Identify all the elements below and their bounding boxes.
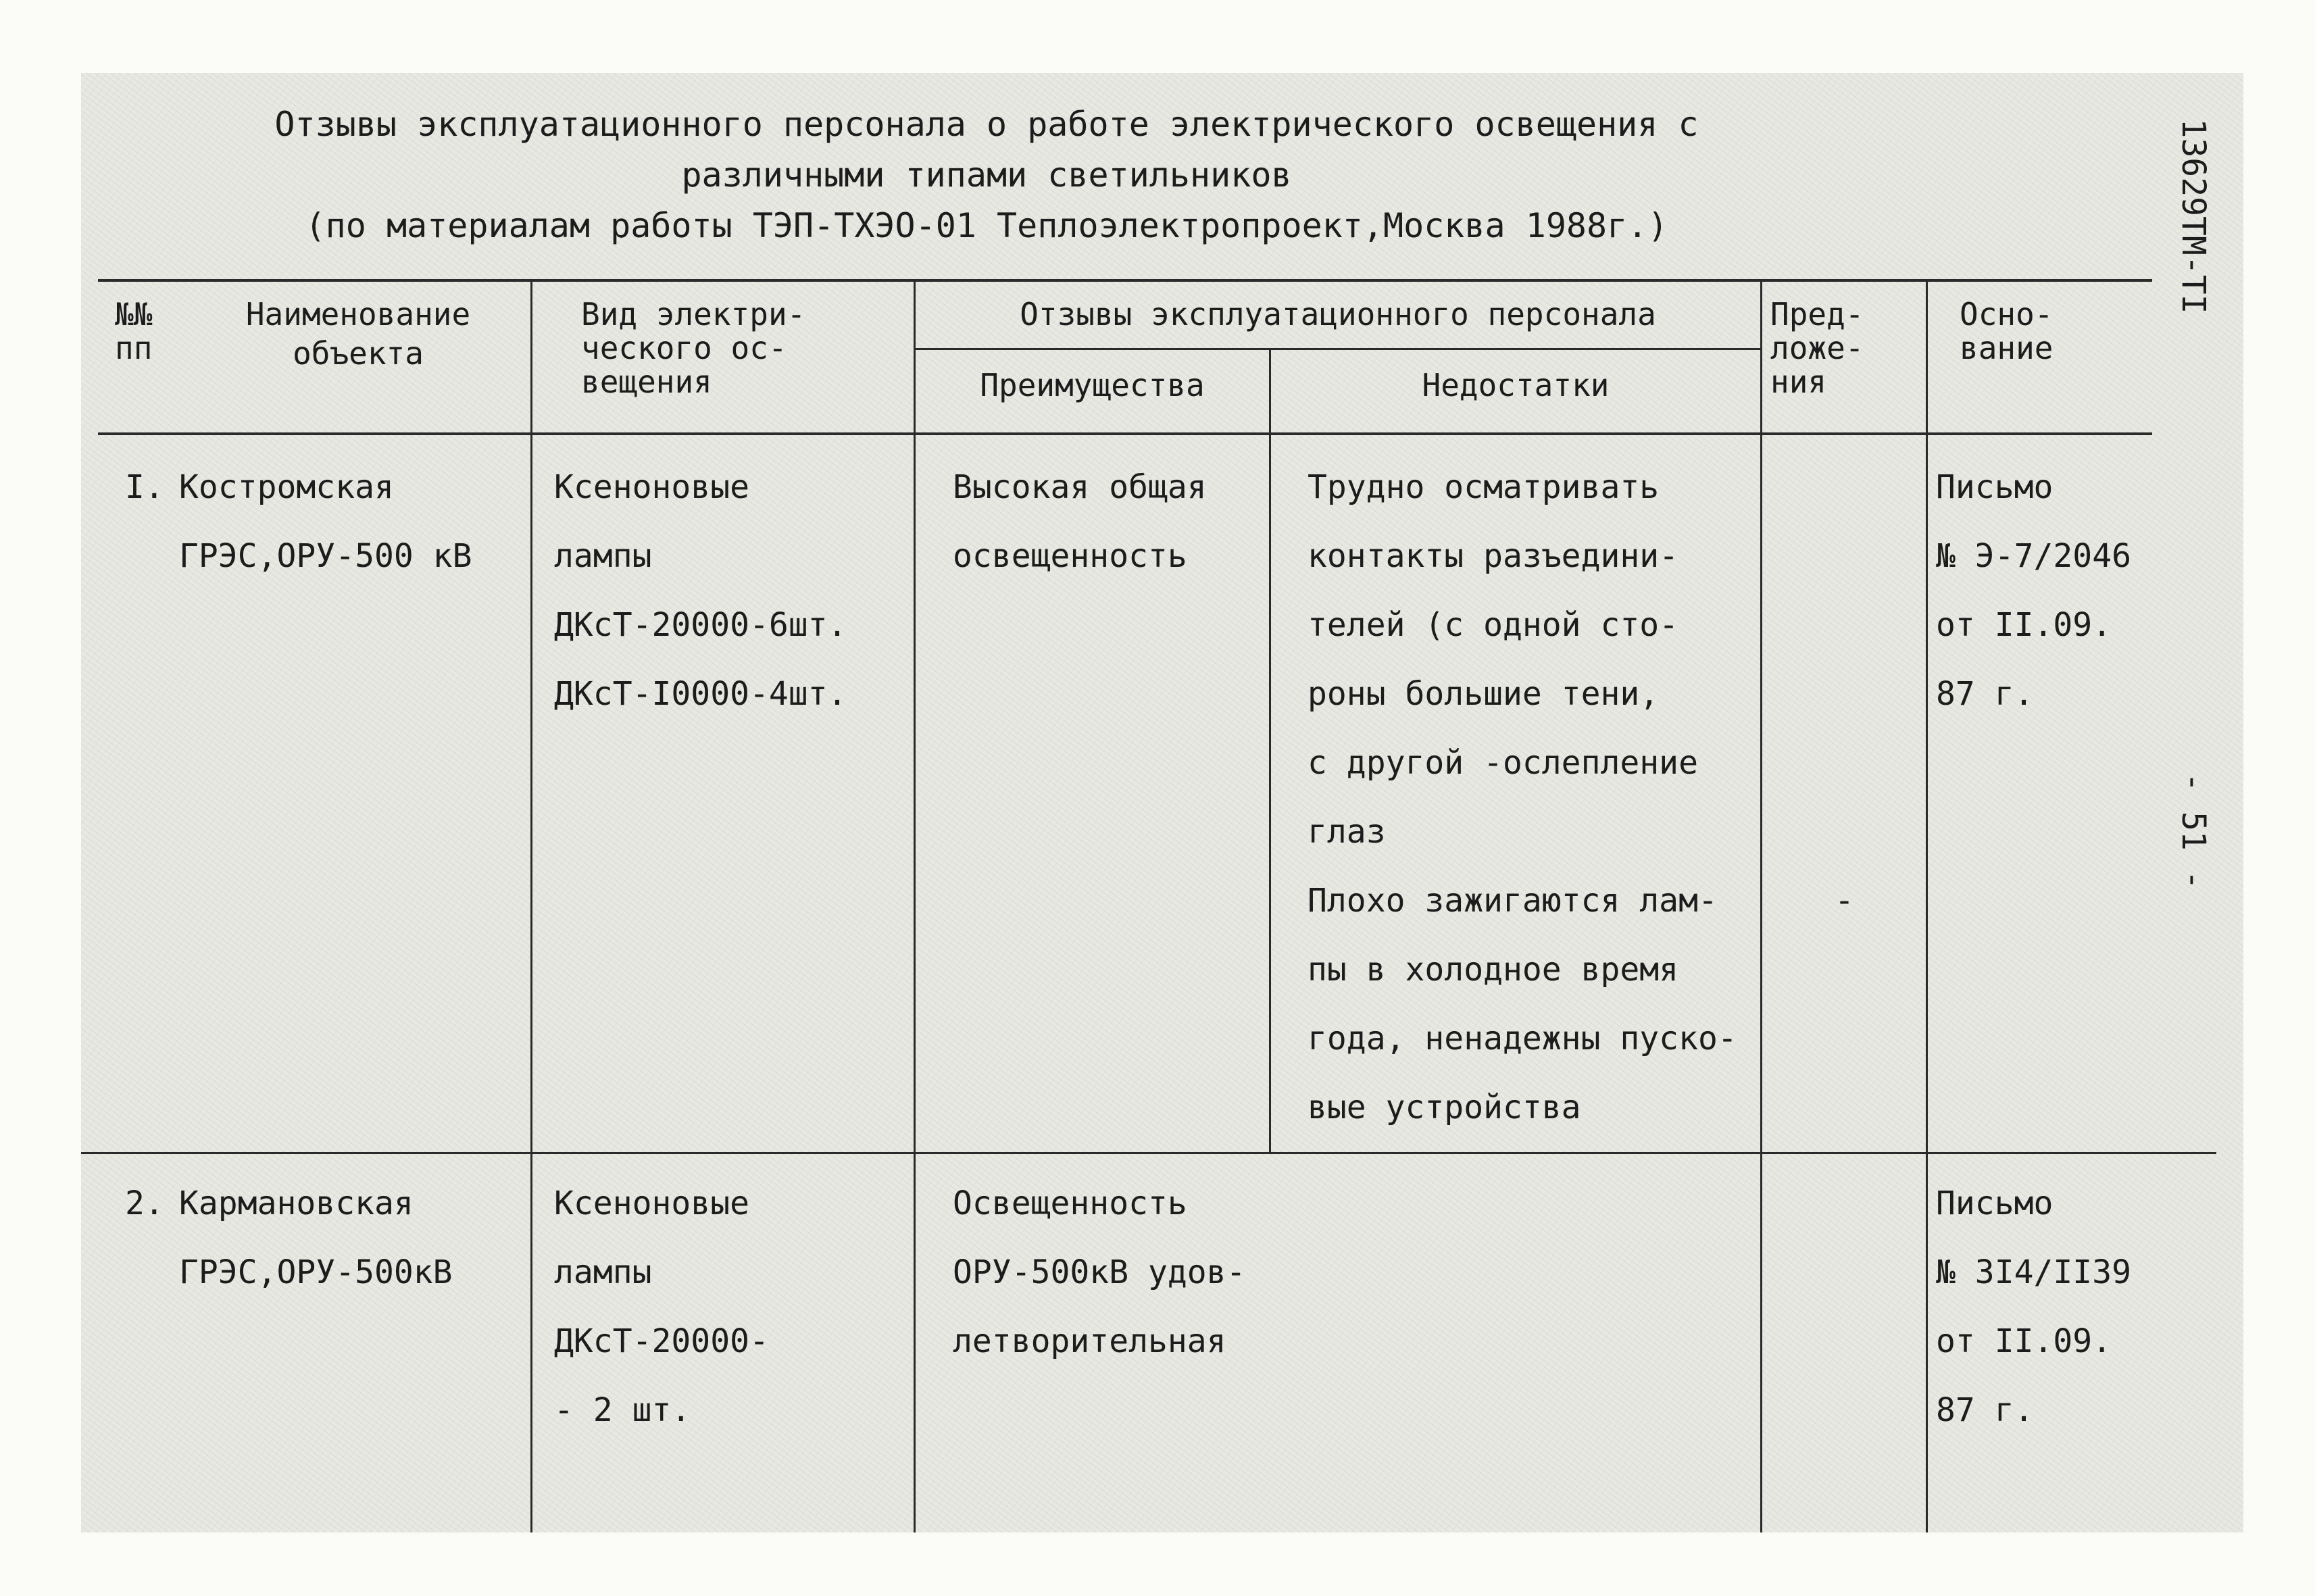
- row-2-basis-line: 87 г.: [1936, 1391, 2034, 1429]
- row-1-basis-line: от II.09.: [1936, 606, 2112, 644]
- header-no-line: №№: [115, 296, 153, 332]
- document-title-line-2: различными типами светильников: [681, 155, 1292, 195]
- document-code: [2173, 101, 2214, 331]
- col-rule-5: [1926, 279, 1928, 1532]
- row-1-advantages-line: освещенность: [953, 537, 1187, 575]
- header-reviews: Отзывы эксплуатационного персонала: [1020, 296, 1656, 332]
- row-2-advantages: [953, 1169, 1245, 1376]
- row-1-disadvantages-line: года, ненадежны пуско-: [1308, 1020, 1737, 1057]
- row-2-basis-line: от II.09.: [1936, 1322, 2112, 1360]
- header-lighting-line: ческого ос-: [581, 330, 787, 366]
- row-1-no: I.: [125, 468, 164, 506]
- row-2-lighting-line: лампы: [554, 1253, 652, 1291]
- col-rule-4: [1760, 279, 1762, 1532]
- header-proposals-line: ния: [1770, 364, 1827, 400]
- row-2-basis-line: Письмо: [1936, 1184, 2053, 1222]
- reviews-sub-rule: [916, 348, 1760, 350]
- row-separator: [81, 1152, 2216, 1154]
- header-no-line: пп: [115, 330, 153, 366]
- row-1-disadvantages-line: пы в холодное время: [1308, 951, 1679, 989]
- row-1-advantages: [953, 453, 1207, 591]
- header-lighting-line: Вид электри-: [581, 296, 806, 332]
- row-2-basis-line: № 3I4/II39: [1936, 1253, 2131, 1291]
- document-code-text: 13629ТМ-ТI: [2174, 118, 2212, 314]
- header-proposals-line: Пред-: [1770, 296, 1864, 332]
- document-title-line-1: Отзывы эксплуатационного персонала о работе электрического освещения с: [274, 105, 1699, 144]
- row-1-disadvantages: [1308, 453, 1737, 1142]
- page-number-text: - 51 -: [2174, 772, 2212, 890]
- header-bottom-rule: [98, 432, 2152, 435]
- header-basis-line: Осно-: [1960, 296, 2053, 332]
- row-1-lighting: [554, 453, 847, 728]
- row-2-advantages-line: летворительная: [953, 1322, 1226, 1360]
- row-2-object-line: Кармановская: [179, 1184, 414, 1222]
- row-2-lighting-line: Ксеноновые: [554, 1184, 749, 1222]
- row-2-no: 2.: [125, 1184, 164, 1222]
- header-object-line: объекта: [293, 335, 424, 372]
- table-top-rule: [98, 279, 2152, 282]
- row-1-disadvantages-line: вые устройства: [1308, 1089, 1581, 1126]
- header-lighting-line: вещения: [581, 364, 712, 400]
- row-1-lighting-line: лампы: [554, 537, 652, 575]
- row-1-advantages-line: Высокая общая: [953, 468, 1207, 506]
- row-2-lighting-line: - 2 шт.: [554, 1391, 691, 1429]
- header-disadvantages: Недостатки: [1422, 367, 1610, 403]
- header-object-line: Наименование: [245, 296, 471, 332]
- row-1-lighting-line: ДКсТ-I0000-4шт.: [554, 675, 847, 713]
- header-proposals: [1770, 297, 1864, 399]
- row-2-lighting-line: ДКсТ-20000-: [554, 1322, 769, 1360]
- row-1-object-line: ГРЭС,ОРУ-500 кВ: [179, 537, 472, 575]
- row-1-disadvantages-line: с другой -ослепление: [1308, 744, 1698, 782]
- header-no: [115, 297, 152, 365]
- row-2-advantages-line: ОРУ-500кВ удов-: [953, 1253, 1246, 1291]
- row-1-disadvantages-line: контакты разъедини-: [1308, 537, 1679, 575]
- document-title-line-3: (по материалам работы ТЭП-ТХЭО-01 Теплоэлектропроект,Москва 1988г.): [305, 206, 1668, 245]
- row-1-object: [179, 453, 472, 591]
- header-lighting: [581, 297, 805, 399]
- header-advantages: Преимущества: [980, 367, 1205, 403]
- row-1-object-line: Костромская: [179, 468, 394, 506]
- header-basis: [1960, 297, 2053, 365]
- header-proposals-line: ложе-: [1770, 330, 1864, 366]
- col-rule-1: [530, 279, 532, 1532]
- row-1-disadvantages-line: Плохо зажигаются лам-: [1308, 882, 1718, 920]
- page-number: [2173, 757, 2214, 905]
- row-1-disadvantages-line: телей (с одной сто-: [1308, 606, 1679, 644]
- row-2-advantages-line: Освещенность: [953, 1184, 1187, 1222]
- row-1-basis-line: № Э-7/2046: [1936, 537, 2131, 575]
- row-1-basis-line: 87 г.: [1936, 675, 2034, 713]
- row-1-basis: [1936, 453, 2131, 728]
- row-1-proposals: -: [1835, 882, 1854, 920]
- col-rule-2: [914, 279, 916, 1532]
- row-1-lighting-line: Ксеноновые: [554, 468, 749, 506]
- row-2-object-line: ГРЭС,ОРУ-500кВ: [179, 1253, 453, 1291]
- row-1-disadvantages-line: Трудно осматривать: [1308, 468, 1660, 506]
- row-1-disadvantages-line: роны большие тени,: [1308, 675, 1660, 713]
- row-2-basis: [1936, 1169, 2131, 1445]
- row-1-disadvantages-line: глаз: [1308, 813, 1386, 851]
- header-object: [216, 297, 500, 370]
- col-rule-3: [1269, 349, 1271, 1152]
- row-2-lighting: [554, 1169, 769, 1445]
- row-1-basis-line: Письмо: [1936, 468, 2053, 506]
- row-1-lighting-line: ДКсТ-20000-6шт.: [554, 606, 847, 644]
- header-basis-line: вание: [1960, 330, 2053, 366]
- row-2-object: [179, 1169, 453, 1307]
